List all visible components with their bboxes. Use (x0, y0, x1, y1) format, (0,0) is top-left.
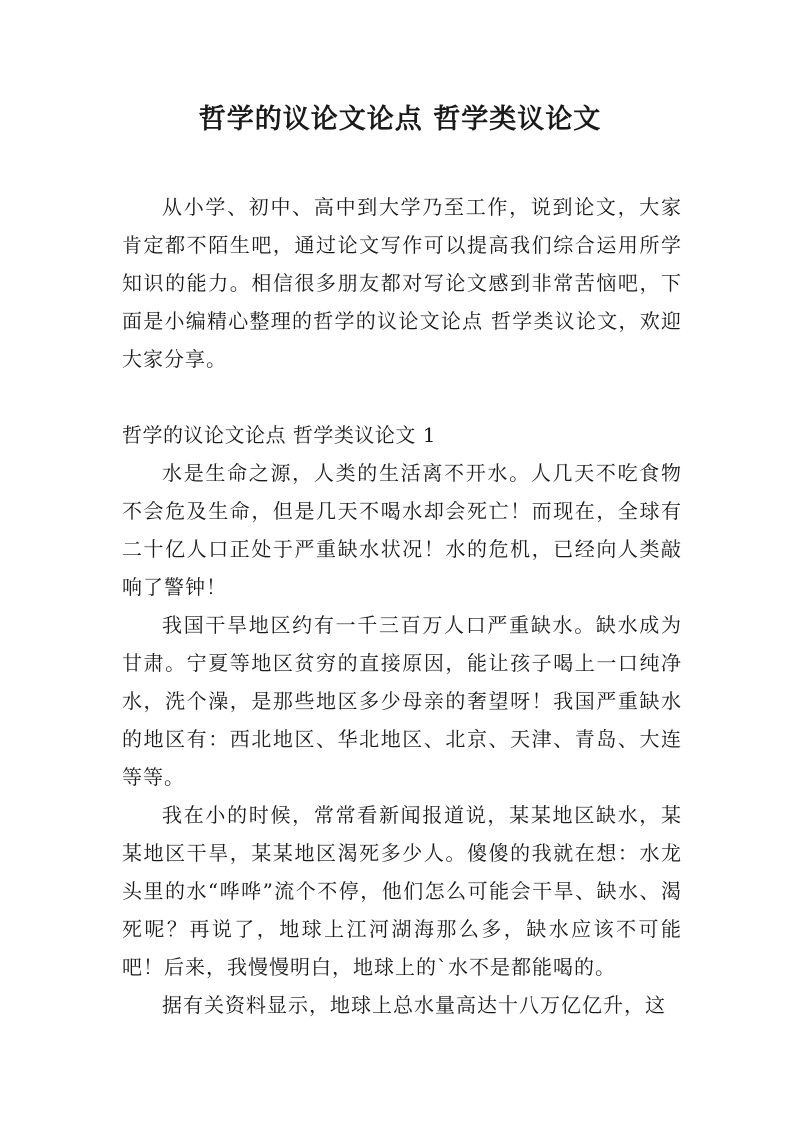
document-title: 哲学的议论文论点 哲学类议论文 (198, 104, 602, 135)
section-heading: 哲学的议论文论点 哲学类议论文 1 (122, 423, 436, 447)
document-body (122, 188, 682, 1024)
body-paragraph: 我国干旱地区约有一千三百万人口严重缺水。缺水成为甘肃。宁夏等地区贫穷的直接原因，能让孩子喝上一口纯净水，洗个澡，是那些地区多少母亲的奢望呀！我国严重缺水的地区有：西北地区、华北地区、北京、天津、青岛、大连等等。 (122, 613, 682, 789)
body-paragraph: 据有关资料显示，地球上总水量高达十八万亿亿升，这 (162, 993, 666, 1017)
intro-paragraph: 从小学、初中、高中到大学乃至工作，说到论文，大家肯定都不陌生吧，通过论文写作可以提高我们综合运用所学知识的能力。相信很多朋友都对写论文感到非常苦恼吧，下面是小编精心整理的哲学的议论文论点 哲学类议论文，欢迎大家分享。 (122, 195, 682, 371)
body-paragraph: 我在小的时候，常常看新闻报道说，某某地区缺水，某某地区干旱，某某地区渴死多少人。傻傻的我就在想：水龙头里的水“哗哗”流个不停，他们怎么可能会干旱、缺水、渴死呢？再说了，地球上江河湖海那么多，缺水应该不可能吧！后来，我慢慢明白，地球上的`水不是都能喝的。 (122, 803, 682, 979)
body-paragraph: 水是生命之源，人类的生活离不开水。人几天不吃食物不会危及生命，但是几天不喝水却会死亡！而现在，全球有二十亿人口正处于严重缺水状况！水的危机，已经向人类敲响了警钟！ (122, 461, 682, 599)
